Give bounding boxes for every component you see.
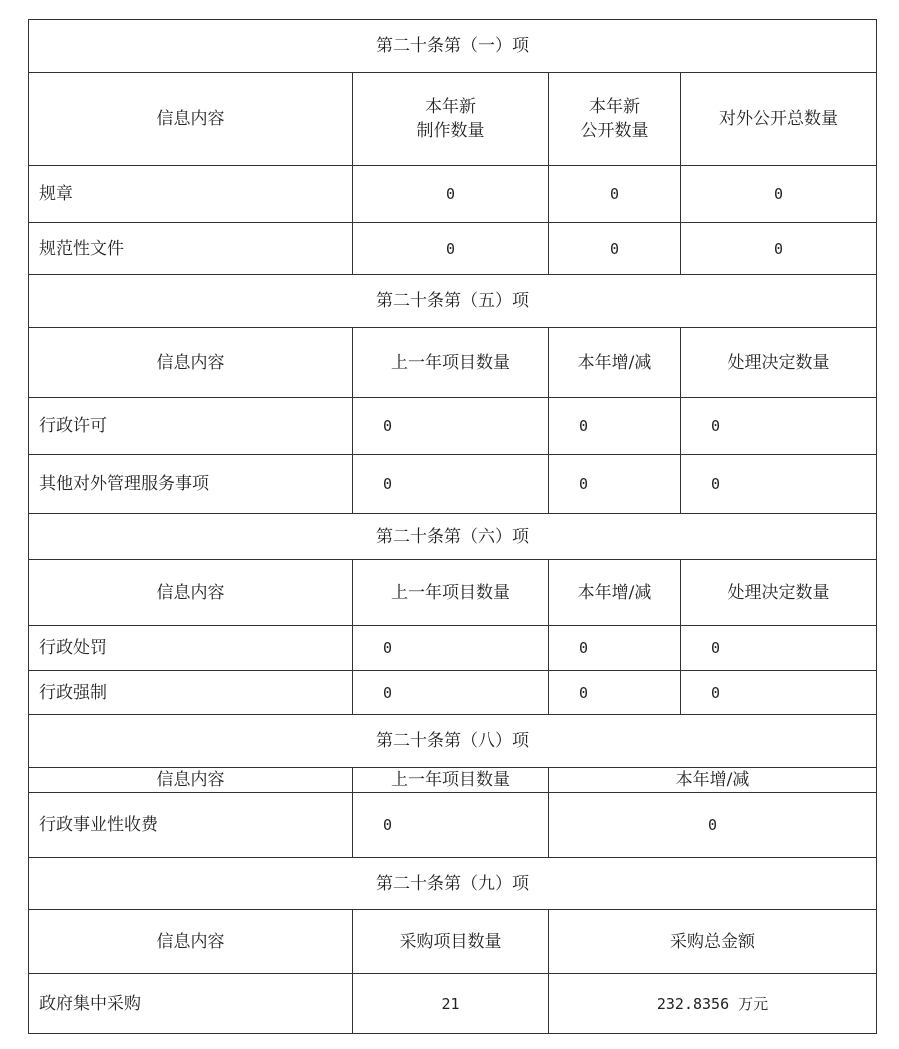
cell-value: 0	[681, 626, 877, 671]
cell-value: 0	[681, 455, 877, 514]
table-row	[29, 455, 877, 514]
section-title-9: 第二十条第（九）项	[29, 858, 877, 910]
section-title-5: 第二十条第（五）项	[29, 275, 877, 328]
cell-value: 232.8356 万元	[549, 974, 877, 1034]
section-title-1: 第二十条第（一）项	[29, 20, 877, 73]
cell-value: 0	[549, 626, 681, 671]
cell-value: 0	[549, 671, 681, 715]
table-row	[29, 166, 877, 223]
section-title-6: 第二十条第（六）项	[29, 514, 877, 560]
row-label: 行政许可	[29, 398, 353, 455]
cell-value: 0	[353, 793, 549, 858]
cell-value: 0	[681, 398, 877, 455]
section-title-8: 第二十条第（八）项	[29, 715, 877, 768]
row-label: 政府集中采购	[29, 974, 353, 1034]
cell-value: 0	[353, 671, 549, 715]
table-row	[29, 793, 877, 858]
header-year-change: 本年增/减	[549, 560, 681, 626]
header-total-published: 对外公开总数量	[681, 73, 877, 166]
header-prev-year-count: 上一年项目数量	[353, 768, 549, 793]
cell-value: 0	[353, 626, 549, 671]
row-label: 规范性文件	[29, 223, 353, 275]
cell-value: 0	[549, 793, 877, 858]
row-label: 行政事业性收费	[29, 793, 353, 858]
header-info-content: 信息内容	[29, 560, 353, 626]
cell-value: 0	[549, 223, 681, 275]
cell-value: 0	[353, 455, 549, 514]
header-new-published: 本年新 公开数量	[549, 73, 681, 166]
header-purchase-count: 采购项目数量	[353, 910, 549, 974]
cell-value: 0	[681, 671, 877, 715]
header-info-content: 信息内容	[29, 73, 353, 166]
cell-value: 0	[549, 166, 681, 223]
row-label: 行政处罚	[29, 626, 353, 671]
header-info-content: 信息内容	[29, 768, 353, 793]
table-row	[29, 974, 877, 1034]
row-label: 行政强制	[29, 671, 353, 715]
table-row	[29, 223, 877, 275]
header-decision-count: 处理决定数量	[681, 560, 877, 626]
cell-value: 0	[681, 223, 877, 275]
header-year-change: 本年增/减	[549, 328, 681, 398]
cell-value: 21	[353, 974, 549, 1034]
header-purchase-amount: 采购总金额	[549, 910, 877, 974]
header-prev-year-count: 上一年项目数量	[353, 560, 549, 626]
disclosure-table	[28, 19, 877, 1034]
header-info-content: 信息内容	[29, 328, 353, 398]
table-row	[29, 671, 877, 715]
table-row	[29, 398, 877, 455]
cell-value: 0	[549, 455, 681, 514]
cell-value: 0	[353, 398, 549, 455]
table-row	[29, 626, 877, 671]
cell-value: 0	[353, 166, 549, 223]
header-prev-year-count: 上一年项目数量	[353, 328, 549, 398]
header-year-change: 本年增/减	[549, 768, 877, 793]
header-decision-count: 处理决定数量	[681, 328, 877, 398]
row-label: 其他对外管理服务事项	[29, 455, 353, 514]
header-info-content: 信息内容	[29, 910, 353, 974]
cell-value: 0	[353, 223, 549, 275]
header-new-made: 本年新 制作数量	[353, 73, 549, 166]
row-label: 规章	[29, 166, 353, 223]
cell-value: 0	[681, 166, 877, 223]
cell-value: 0	[549, 398, 681, 455]
